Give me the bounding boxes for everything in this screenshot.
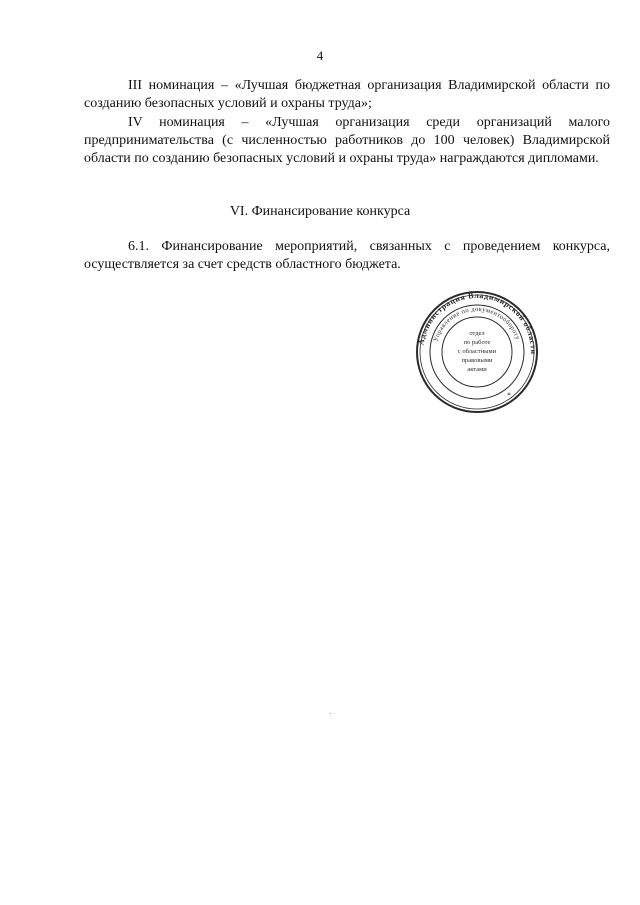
stamp-center-line: отдел [469,330,485,337]
section-heading: VI. Финансирование конкурса [229,204,411,219]
official-seal-stamp [415,290,539,414]
stamp-outer-text: Администрация Владимирской области [416,290,539,355]
stamp-center-line: правовыми [461,357,493,364]
stamp-center-line: с областными [457,348,497,355]
nomination-4-paragraph: IV номинация – «Лучшая организация среди организаций малого предпринимательства (с численностью работников до 100 человек) Владимирской области по созданию безопасных условий и охраны труда» награждаются дипломами. [84,115,610,166]
stamp-inner-text: Управление по документообороту [432,305,522,343]
stamp-center-line: актами [467,366,487,373]
nomination-3-paragraph: III номинация – «Лучшая бюджетная организация Владимирской области по созданию безопасных условий и охраны труда»; [84,78,610,111]
scan-speck [330,713,331,714]
page-number: 4 [316,48,324,63]
stamp-star-icon: * [507,391,511,400]
stamp-center-line: по работе [463,339,491,346]
clause-6-1-paragraph: 6.1. Финансирование мероприятий, связанных с проведением конкурса, осуществляется за счет средств областного бюджета. [84,239,610,272]
